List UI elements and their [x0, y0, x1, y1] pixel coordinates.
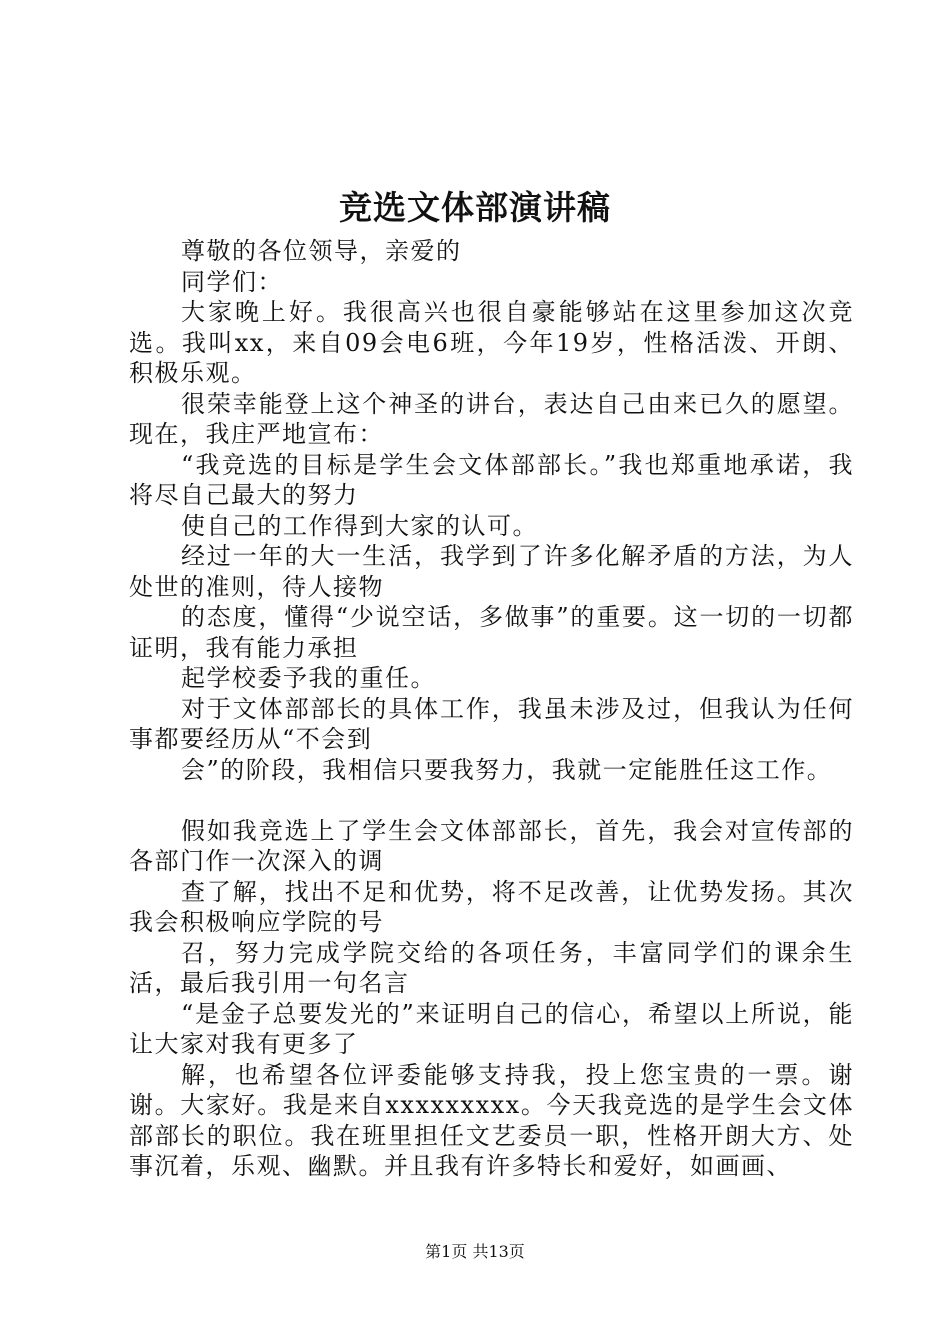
- document-body: [129, 236, 854, 1182]
- paragraph: 大家晚上好。我很高兴也很自豪能够站在这里参加这次竞选。我叫xx，来自09会电6班，今年19岁，性格活泼、开朗、积极乐观。: [129, 298, 854, 387]
- paragraph: 查了解，找出不足和优势，将不足改善，让优势发扬。其次我会积极响应学院的号: [129, 877, 854, 936]
- paragraph: 使自己的工作得到大家的认可。: [181, 511, 538, 540]
- paragraph: 会”的阶段，我相信只要我努力，我就一定能胜任这工作。: [181, 755, 833, 784]
- paragraph: 对于文体部部长的具体工作，我虽未涉及过，但我认为任何事都要经历从“不会到: [129, 694, 854, 753]
- paragraph: 起学校委予我的重任。: [181, 664, 436, 692]
- paragraph: 很荣幸能登上这个神圣的讲台，表达自己由来已久的愿望。现在，我庄严地宣布：: [129, 389, 854, 448]
- document-title: 竞选文体部演讲稿: [339, 188, 611, 227]
- paragraph: 假如我竞选上了学生会文体部部长，首先，我会对宣传部的各部门作一次深入的调: [129, 816, 854, 875]
- paragraph: “是金子总要发光的”来证明自己的信心，希望以上所说，能让大家对我有更多了: [129, 999, 854, 1058]
- page-number: 第1页 共13页: [425, 1242, 525, 1261]
- paragraph: 尊敬的各位领导，亲爱的: [181, 237, 462, 265]
- paragraph: “我竞选的目标是学生会文体部部长。”我也郑重地承诺，我将尽自己最大的努力: [129, 450, 854, 509]
- paragraph: 同学们：: [181, 267, 283, 296]
- paragraph: 解，也希望各位评委能够支持我，投上您宝贵的一票。谢谢。大家好。我是来自xxxxxxxxx。今天我竞选的是学生会文体部部长的职位。我在班里担任文艺委员一职，性格开朗大方、处事沉着，乐观、幽默。并且我有许多特长和爱好，如画画、: [129, 1060, 854, 1180]
- paragraph: 召，努力完成学院交给的各项任务，丰富同学们的课余生活，最后我引用一句名言: [129, 938, 854, 997]
- paragraph: 的态度，懂得“少说空话，多做事”的重要。这一切的一切都证明，我有能力承担: [129, 603, 854, 662]
- paragraph: 经过一年的大一生活，我学到了许多化解矛盾的方法，为人处世的准则，待人接物: [129, 542, 854, 601]
